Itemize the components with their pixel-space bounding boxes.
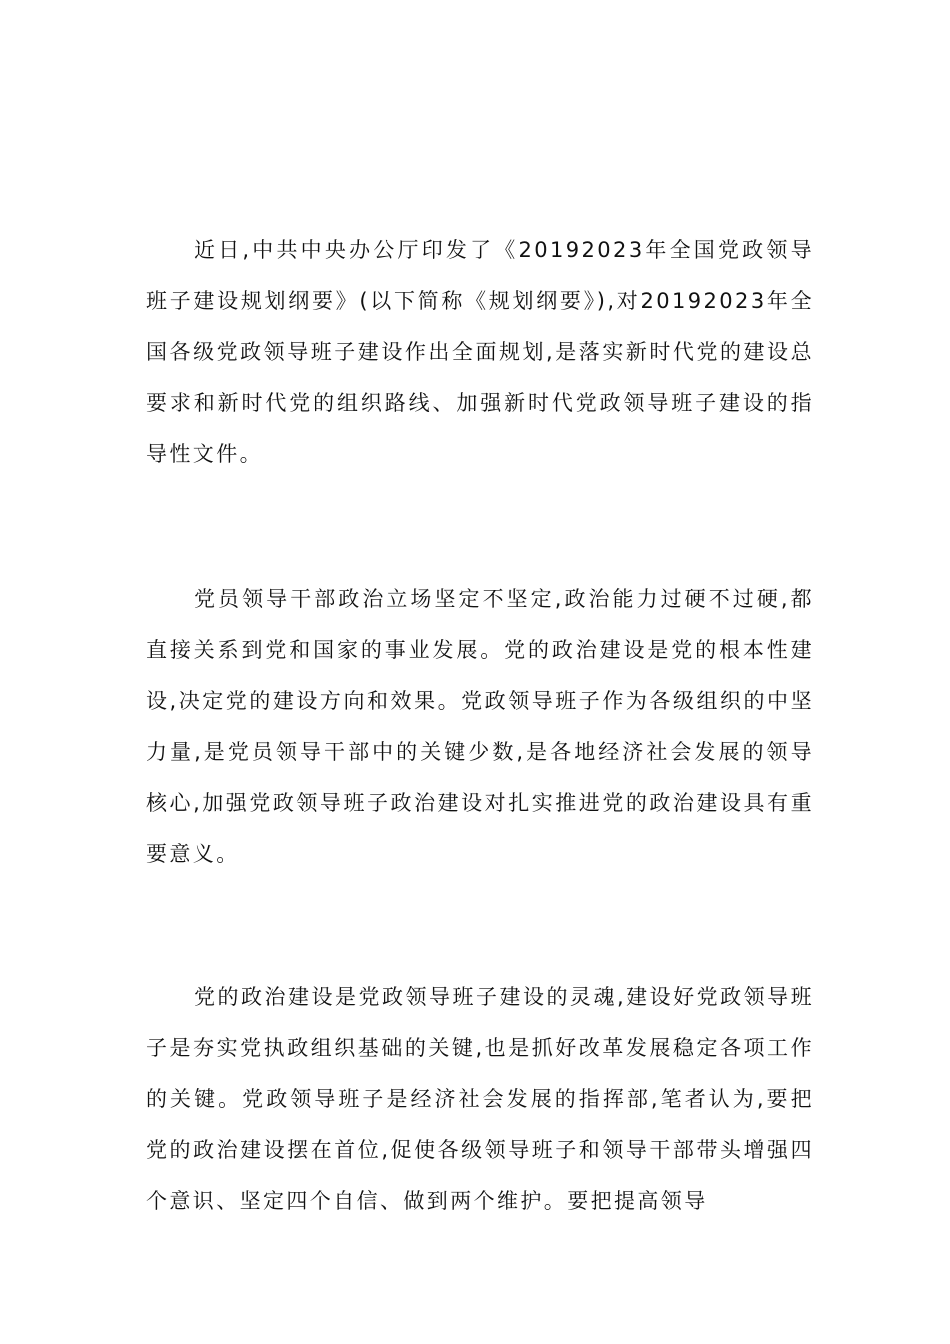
paragraph-intro: 近日,中共中央办公厅印发了《20192023年全国党政领导班子建设规划纲要》(以下简称《规划纲要》),对20192023年全国各级党政领导班子建设作出全面规划,是落实新时代党的建设总要求和新时代党的组织路线、加强新时代党政领导班子建设的指导性文件。 — [146, 238, 814, 466]
paragraph-political-stance: 党员领导干部政治立场坚定不坚定,政治能力过硬不过硬,都直接关系到党和国家的事业发展。党的政治建设是党的根本性建设,决定党的建设方向和效果。党政领导班子作为各级组织的中坚力量,是党员领导干部中的关键少数,是各地经济社会发展的领导核心,加强党政领导班子政治建设对扎实推进党的政治建设具有重要意义。 — [146, 587, 814, 866]
paragraph-political-building: 党的政治建设是党政领导班子建设的灵魂,建设好党政领导班子是夯实党执政组织基础的关键,也是抓好改革发展稳定各项工作的关键。党政领导班子是经济社会发展的指挥部,笔者认为,要把党的政治建设摆在首位,促使各级领导班子和领导干部带头增强四个意识、坚定四个自信、做到两个维护。要把提高领导 — [146, 985, 814, 1213]
